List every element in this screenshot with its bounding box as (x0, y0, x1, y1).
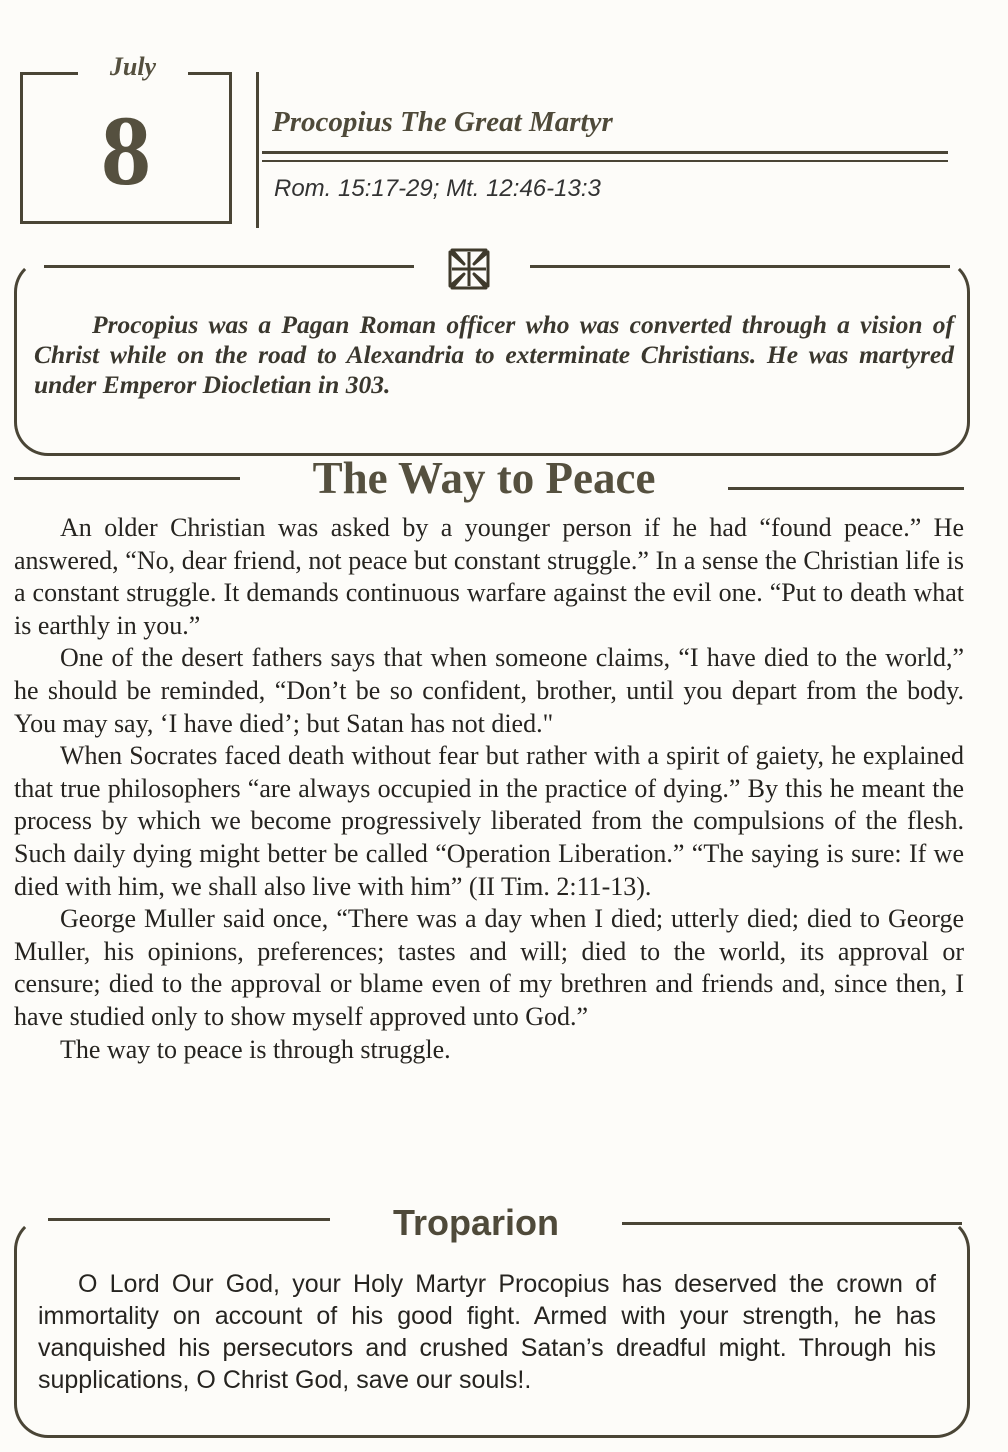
synopsis-rule-right (530, 265, 950, 268)
troparion-rule-right (622, 1222, 962, 1225)
reflection-body (14, 512, 964, 1066)
scripture-readings: Rom. 15:17-29; Mt. 12:46-13:3 (274, 175, 601, 202)
day-number: 8 (101, 95, 151, 206)
cross-pattee-icon (446, 246, 492, 292)
title-rule (262, 151, 948, 154)
troparion-title: Troparion (392, 1202, 559, 1243)
heading-rule-left (14, 477, 240, 480)
troparion-paragraph: O Lord Our God, your Holy Martyr Procopius has deserved the crown of immortality on account of his good fight. Armed with your strength, he has vanquished his persecutors and crushed Satan’s dreadful might. Through his supplications, O Christ God, save our souls!. (38, 1270, 936, 1394)
troparion-rule-left (48, 1218, 330, 1221)
header-divider (256, 72, 259, 228)
reflection-title: The Way to Peace (312, 453, 656, 503)
saint-title: Procopius The Great Martyr (272, 106, 613, 138)
month-label: July (78, 52, 188, 82)
body-paragraph: George Muller said once, “There was a day when I died; utterly died; died to George Muller, his opinions, preferences; tastes and will; died to the world, its approval or censure; died to the approval or blame even of my brethren and friends and, since then, I have studied only to show myself approved unto God.” (14, 904, 964, 1031)
body-paragraph: One of the desert fathers says that when someone claims, “I have died to the world,” he should be reminded, “Don’t be so confident, brother, until you depart from the body. You may say, ‘I have died’; but Satan has not died." (14, 643, 964, 738)
synopsis-paragraph: Procopius was a Pagan Roman officer who was converted through a vision of Christ while on the road to Alexandria to exterminate Christians. He was martyred under Emperor Diocletian in 303. (34, 310, 954, 399)
body-paragraph: The way to peace is through struggle. (60, 1034, 451, 1064)
body-paragraph: An older Christian was asked by a younger person if he had “found peace.” He answered, “No, dear friend, not peace but constant struggle.” In a sense the Christian life is a constant struggle. It demands continuous warfare against the evil one. “Put to death what is earthly in you.” (14, 513, 964, 640)
synopsis-rule-left (44, 265, 414, 268)
synopsis-text (34, 310, 954, 400)
troparion-text (38, 1268, 936, 1396)
body-paragraph: When Socrates faced death without fear but rather with a spirit of gaiety, he explained that true philosophers “are always occupied in the practice of dying.” By this he meant the process by which we become progressively liberated from the compulsions of the flesh. Such daily dying might better be called “Operation Liberation.” “The saying is sure: If we died with him, we shall also live with him” (II Tim. 2:11-13). (14, 741, 964, 901)
heading-rule-right (728, 487, 964, 490)
title-rule-thin (262, 160, 948, 162)
